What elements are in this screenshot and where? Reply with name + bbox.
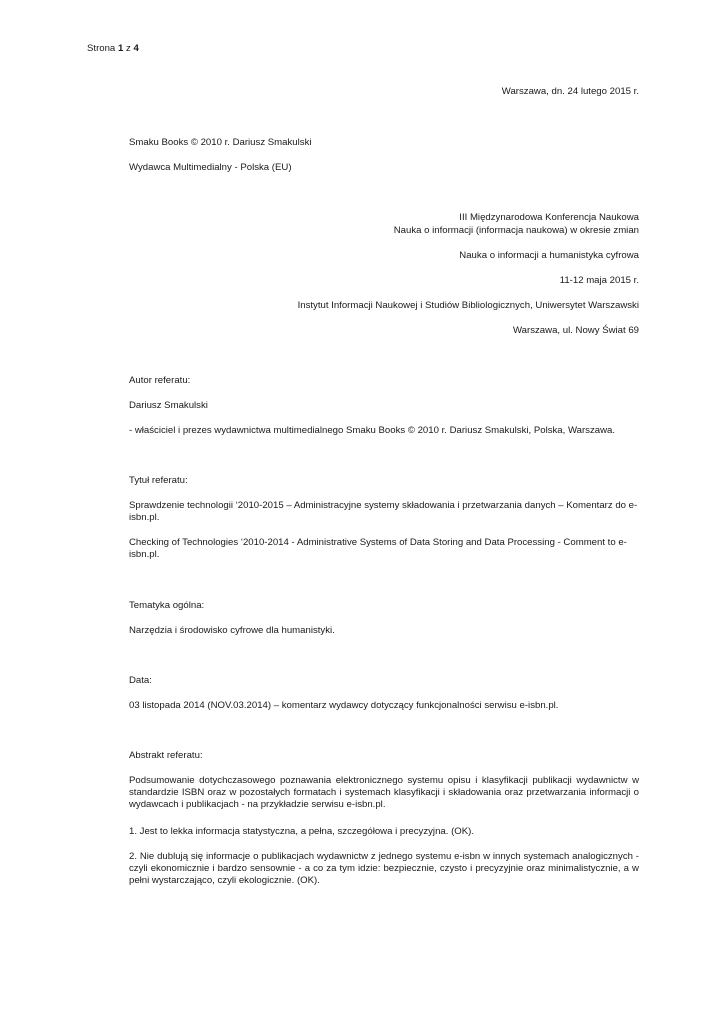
page-total: 4 (133, 43, 139, 54)
document-date: Warszawa, dn. 24 lutego 2015 r. (501, 86, 639, 97)
topic-label: Tematyka ogólna: (129, 600, 205, 611)
author-label: Autor referatu: (129, 375, 191, 386)
paper-title-english: Checking of Technologies ‘2010-2014 - Administrative Systems of Data Storing and Data Processing - Comment to e-isbn.pl. (129, 537, 627, 561)
conference-institution: Instytut Informacji Naukowej i Studiów Bibliologicznych, Uniwersytet Warszawski (297, 300, 639, 311)
date-label: Data: (129, 675, 152, 686)
conference-theme: Nauka o informacji (informacja naukowa) w okresie zmian (393, 225, 639, 236)
page-prefix: Strona (87, 43, 116, 54)
author-description: - właściciel i prezes wydawnictwa multimedialnego Smaku Books © 2010 r. Dariusz Smakulski, Polska, Warszawa. (129, 425, 616, 436)
publisher-description: Wydawca Multimedialny - Polska (EU) (129, 162, 292, 173)
publisher-name: Smaku Books © 2010 r. Dariusz Smakulski (129, 137, 312, 148)
abstract-label: Abstrakt referatu: (129, 750, 203, 761)
page-number (87, 43, 139, 55)
conference-address: Warszawa, ul. Nowy Świat 69 (512, 325, 639, 336)
page-current: 1 (117, 43, 124, 54)
author-name: Dariusz Smakulski (129, 400, 208, 411)
paper-title-label: Tytuł referatu: (129, 475, 188, 486)
abstract-point-2: 2. Nie dublują się informacje o publikacjach wydawnictw z jednego systemu e-isbn w innych systemach analogicznych - czyli ekonomicznie i bardzo sensownie - a co za tym idzie: bezpiecznie, czysto i precyzyjnie oraz minimalistycznie, a w pełni wystarczająco, czyli ekologicznie. (OK). (129, 851, 639, 887)
conference-title: III Międzynarodowa Konferencja Naukowa (459, 212, 639, 223)
page-separator: z (125, 43, 131, 54)
topic-value: Narzędzia i środowisko cyfrowe dla humanistyki. (129, 625, 335, 636)
abstract-intro: Podsumowanie dotychczasowego poznawania elektronicznego systemu opisu i klasyfikacji publikacji wydawnictw w standardzie ISBN oraz w pozostałych formatach i systemach klasyfikacji i składowania oraz przetwarzania informacji o wydawcach i publikacjach - na przykładzie serwisu e-isbn.pl. (129, 775, 639, 811)
conference-dates: 11-12 maja 2015 r. (559, 275, 639, 286)
abstract-point-1: 1. Jest to lekka informacja statystyczna, a pełna, szczegółowa i precyzyjna. (OK). (129, 826, 474, 837)
conference-subtitle: Nauka o informacji a humanistyka cyfrowa (459, 250, 639, 261)
date-value: 03 listopada 2014 (NOV.03.2014) – komentarz wydawcy dotyczący funkcjonalności serwisu e-isbn.pl. (129, 700, 559, 711)
paper-title-polish: Sprawdzenie technologii ‘2010-2015 – Administracyjne systemy składowania i przetwarzania danych – Komentarz do e-isbn.pl. (129, 500, 638, 524)
